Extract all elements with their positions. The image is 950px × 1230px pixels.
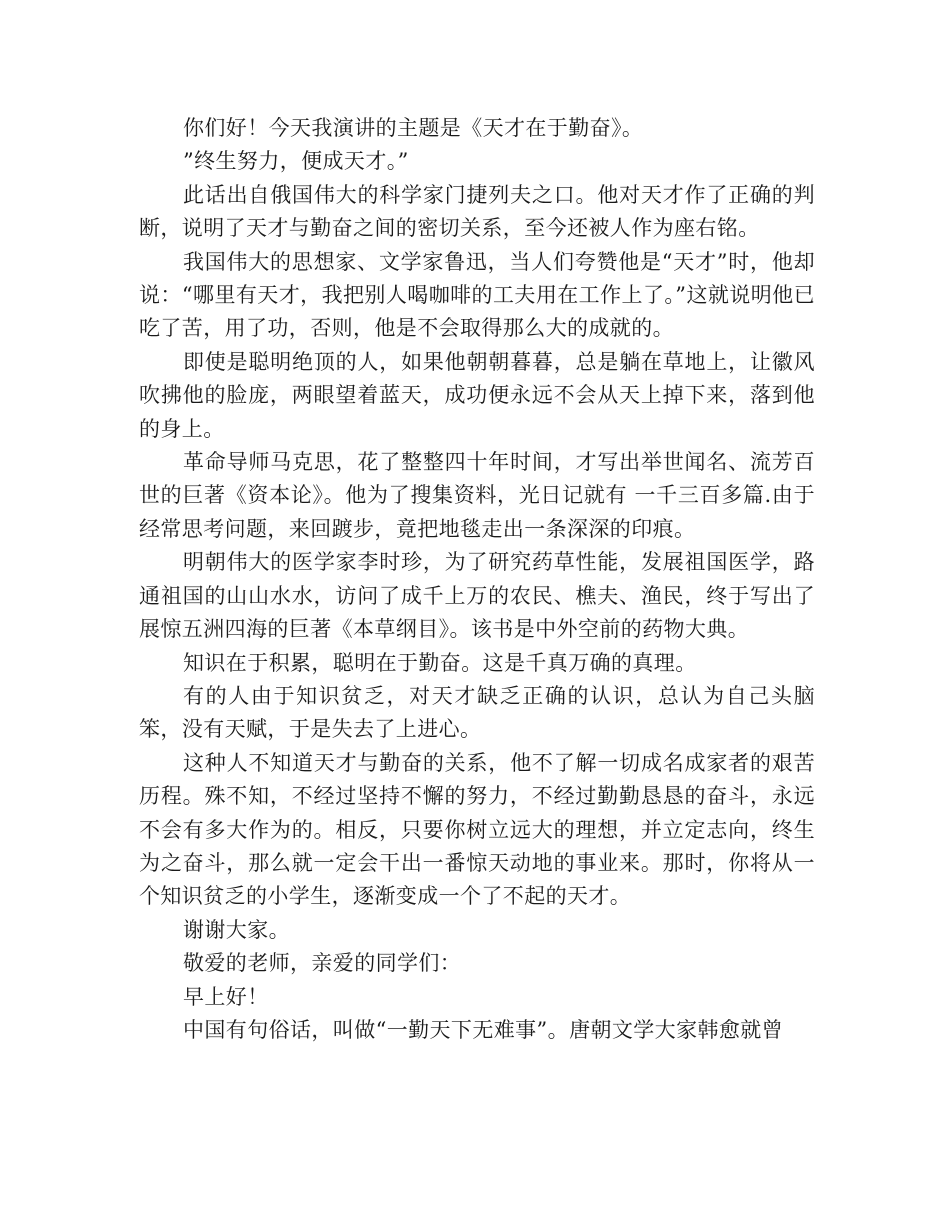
- paragraph-proverb: 中国有句俗话，叫做“一勤天下无难事”。唐朝文学大家韩愈就曾: [183, 1017, 784, 1042]
- paragraph-salutation: 敬爱的老师，亲爱的同学们：: [183, 951, 462, 976]
- paragraph-lishizhen: 明朝伟大的医学家李时珍，为了研究药草性能，发展祖国医学，路通祖国的山山水水，访问了成千上万的农民、樵夫、渔民，终于写出了展惊五洲四海的巨著《本草纲目》。该书是中外空前的药物大典。: [139, 550, 815, 642]
- paragraph-greeting-topic: 你们好！今天我演讲的主题是《天才在于勤奋》。: [183, 116, 644, 140]
- paragraph-good-morning: 早上好！: [183, 984, 269, 1009]
- paragraph-thanks: 谢谢大家。: [183, 917, 290, 942]
- paragraph-luxun: 我国伟大的思想家、文学家鲁迅，当人们夸赞他是“天才”时，他却说：“哪里有天才，我把别人喝咖啡的工夫用在工作上了。”这就说明他已吃了苦，用了功，否则，他是不会取得那么大的成就的。: [139, 249, 815, 341]
- paragraph-marx: 革命导师马克思，花了整整四十年时间，才写出举世闻名、流芳百世的巨著《资本论》。他为了搜集资料，光日记就有 一千三百多篇.由于经常思考问题，来回踱步，竟把地毯走出一条深深的印痕。: [139, 450, 815, 541]
- paragraph-lack-knowledge: 有的人由于知识贫乏，对天才缺乏正确的认识，总认为自己头脑笨，没有天赋，于是失去了上进心。: [139, 683, 815, 742]
- paragraph-relationship: 这种人不知道天才与勤奋的关系，他不了解一切成名成家者的艰苦历程。殊不知，不经过坚持不懈的努力，不经过勤勤恳恳的奋斗，永远不会有多大作为的。相反，只要你树立远大的理想，并立定志向，终生为之奋斗，那么就一定会干出一番惊天动地的事业来。那时，你将从一个知识贫乏的小学生，逐渐变成一个了不起的天才。: [139, 750, 815, 909]
- document-body: [139, 112, 815, 1047]
- paragraph-knowledge: 知识在于积累，聪明在于勤奋。这是千真万确的真理。: [183, 650, 697, 675]
- paragraph-genius-lazy: 即使是聪明绝顶的人，如果他朝朝暮暮，总是躺在草地上，让徽风吹拂他的脸庞，两眼望着蓝天，成功便永远不会从天上掉下来，落到他的身上。: [139, 349, 815, 441]
- paragraph-quote: ”终生努力，便成天才。”: [183, 149, 409, 174]
- paragraph-mendeleev: 此话出自俄国伟大的科学家门捷列夫之口。他对天才作了正确的判断，说明了天才与勤奋之间的密切关系，至今还被人作为座右铭。: [139, 182, 815, 241]
